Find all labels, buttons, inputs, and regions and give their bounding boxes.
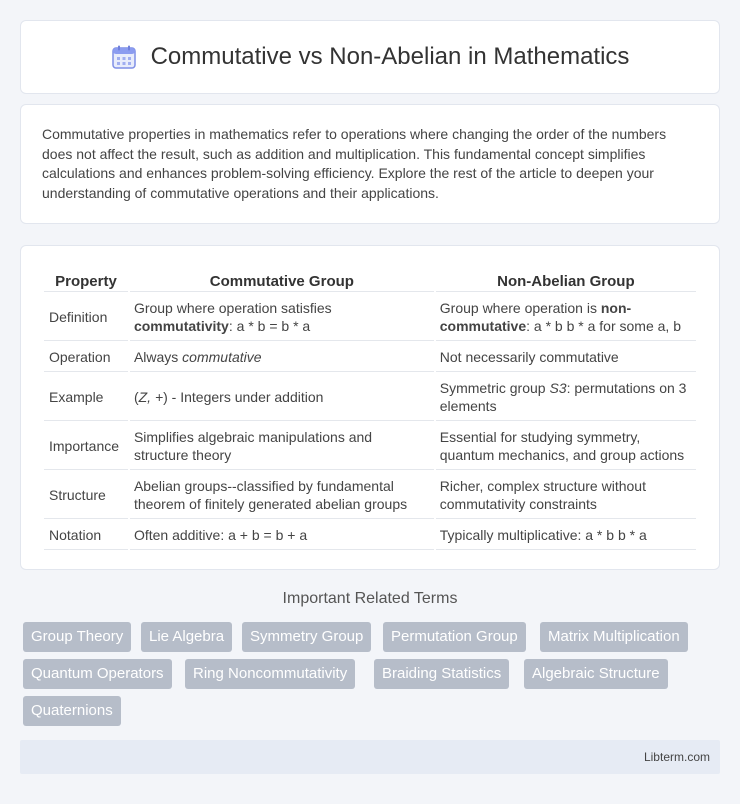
tag-matrix-multiplication[interactable]: Matrix Multiplication: [540, 622, 688, 652]
related-terms-title: Important Related Terms: [282, 590, 458, 607]
header-card: [20, 20, 720, 94]
tag-quaternions[interactable]: Quaternions: [23, 696, 121, 726]
row-non-abelian: Not necessarily commutative: [436, 343, 696, 372]
tag-algebraic-structure[interactable]: Algebraic Structure: [524, 659, 668, 689]
row-commutative: (Z, +) - Integers under addition: [130, 374, 434, 421]
table-row: [44, 521, 696, 550]
tag-group-theory[interactable]: Group Theory: [23, 622, 131, 652]
row-non-abelian: Group where operation is non-commutative: a * b b * a for some a, b: [436, 294, 696, 341]
row-commutative: Abelian groups--classified by fundamental theorem of finitely generated abelian groups: [130, 472, 434, 519]
table-row: [44, 472, 696, 519]
row-property: Example: [44, 374, 128, 421]
row-commutative: Often additive: a + b = b + a: [130, 521, 434, 550]
row-commutative: Always commutative: [130, 343, 434, 372]
table-header-non-abelian: Non-Abelian Group: [436, 266, 696, 292]
table-row: [44, 374, 696, 421]
table-row: [44, 423, 696, 470]
intro-card: [20, 104, 720, 224]
footer: [20, 740, 720, 774]
intro-text: Commutative properties in mathematics refer to operations where changing the order of the numbers does not affect the result, such as addition and multiplication. This fundamental concept simplifies calculations and enhances problem-solving efficiency. Explore the rest of the article to deepen your understanding of commutative operations and their applications.: [42, 126, 667, 201]
row-property: Definition: [44, 294, 128, 341]
tag-symmetry-group[interactable]: Symmetry Group: [242, 622, 371, 652]
row-property: Structure: [44, 472, 128, 519]
tag-quantum-operators[interactable]: Quantum Operators: [23, 659, 172, 689]
comparison-card: [20, 245, 720, 570]
footer-site-link[interactable]: Libterm.com: [643, 750, 710, 764]
table-header-commutative: Commutative Group: [130, 266, 434, 292]
row-property: Operation: [44, 343, 128, 372]
row-non-abelian: Essential for studying symmetry, quantum mechanics, and group actions: [436, 423, 696, 470]
tag-braiding-statistics[interactable]: Braiding Statistics: [374, 659, 509, 689]
table-row: [44, 343, 696, 372]
row-property: Notation: [44, 521, 128, 550]
page-title: Commutative vs Non-Abelian in Mathematics: [150, 43, 630, 70]
row-non-abelian: Symmetric group S3: permutations on 3 elements: [436, 374, 696, 421]
tag-permutation-group[interactable]: Permutation Group: [383, 622, 526, 652]
table-header-property: Property: [44, 266, 128, 292]
row-commutative: Simplifies algebraic manipulations and structure theory: [130, 423, 434, 470]
row-commutative: Group where operation satisfies commutativity: a * b = b * a: [130, 294, 434, 341]
table-row: [44, 294, 696, 341]
tag-lie-algebra[interactable]: Lie Algebra: [141, 622, 232, 652]
tag-ring-noncommutativity[interactable]: Ring Noncommutativity: [185, 659, 355, 689]
comparison-table: [42, 264, 698, 552]
row-non-abelian: Typically multiplicative: a * b b * a: [436, 521, 696, 550]
row-non-abelian: Richer, complex structure without commutativity constraints: [436, 472, 696, 519]
calendar-icon: [111, 44, 137, 70]
row-property: Importance: [44, 423, 128, 470]
